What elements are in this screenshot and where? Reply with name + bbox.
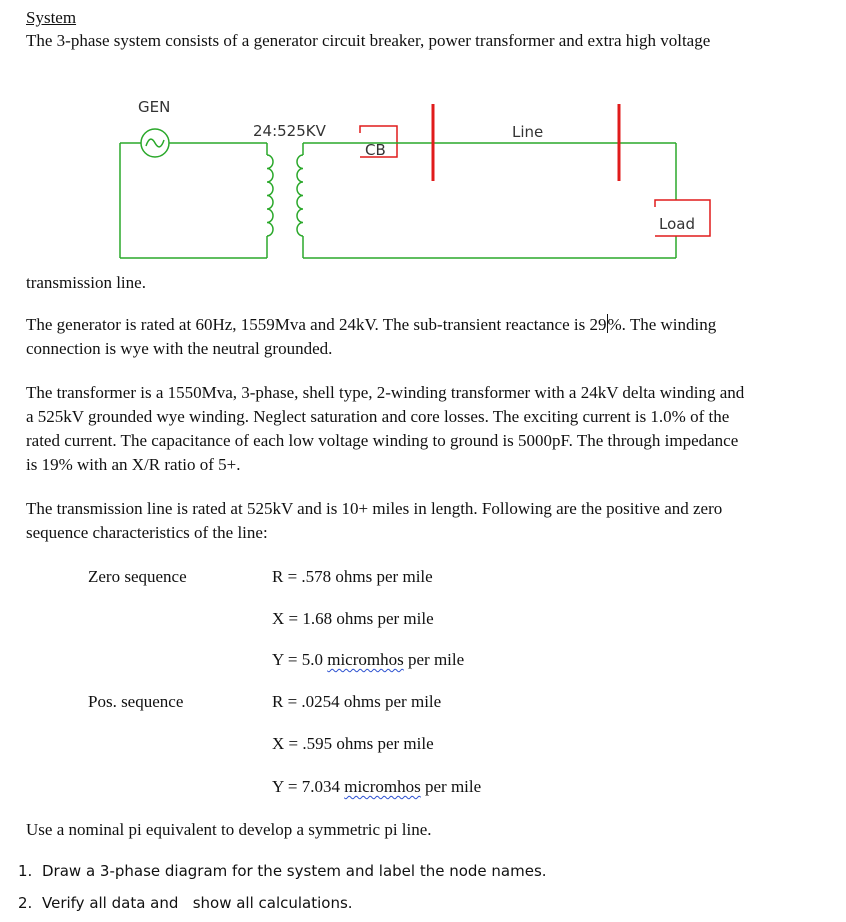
diagram-wires [120,143,676,258]
generator-symbol [141,129,169,157]
generator-line-1b: %. The winding [607,315,717,334]
pos-y-suffix: per mile [420,777,482,796]
transformer-line-3: rated current. The capacitance of each low voltage winding to ground is 5000pF. The through impedance [26,431,739,450]
pos-sequence-label: Pos. sequence [88,692,184,711]
line-text-1: The transmission line is rated at 525kV and is 10+ miles in length. Following are the positive and zero [26,499,723,518]
pos-y-value [272,775,481,799]
intro-continuation: transmission line. [26,273,146,292]
task-item-1 [18,862,547,880]
transformer-line-4: is 19% with an X/R ratio of 5+. [26,455,241,474]
zero-y-prefix: Y = 5.0 [272,650,328,669]
gen-label: GEN [138,98,171,116]
line-paragraph [26,497,722,545]
generator-line-1a: The generator is rated at 60Hz, 1559Mva and 24kV. The sub-transient reactance is 29 [26,315,607,334]
task-text: Verify all data and show all calculations. [42,894,353,912]
task-number: 1. [18,862,33,880]
line-label: Line [512,123,544,141]
pos-x-value: X = .595 ohms per mile [272,734,434,753]
transformer-secondary-coil [297,155,303,236]
zero-y-suffix: per mile [403,650,465,669]
task-text: Draw a 3-phase diagram for the system and label the node names. [42,862,547,880]
transformer-line-1: The transformer is a 1550Mva, 3-phase, shell type, 2-winding transformer with a 24kV delta winding and [26,383,745,402]
transformer-line-2: a 525kV grounded wye winding. Neglect saturation and core losses. The exciting current is 1.0% of the [26,407,730,426]
zero-x-value: X = 1.68 ohms per mile [272,609,434,628]
cb-label: CB [365,141,386,159]
task-item-2 [18,894,353,912]
zero-sequence-label: Zero sequence [88,567,187,586]
intro-text: The 3-phase system consists of a generator circuit breaker, power transformer and extra high voltage [26,31,711,50]
pos-r-value: R = .0254 ohms per mile [272,692,442,711]
zero-y-value [272,648,464,672]
pos-y-unit: micromhos [344,777,421,796]
transformer-paragraph [26,381,744,477]
instruction-text: Use a nominal pi equivalent to develop a symmetric pi line. [26,820,432,839]
load-label: Load [659,215,695,233]
pos-y-prefix: Y = 7.034 [272,777,345,796]
zero-y-unit: micromhos [327,650,404,669]
generator-line-2: connection is wye with the neutral grounded. [26,339,333,358]
one-line-diagram [0,0,846,270]
section-heading: System [26,8,77,27]
task-number: 2. [18,894,33,912]
transformer-primary-coil [267,155,273,236]
generator-paragraph [26,313,716,361]
line-text-2: sequence characteristics of the line: [26,523,268,542]
transformer-label: 24:525KV [253,122,326,140]
zero-r-value: R = .578 ohms per mile [272,567,433,586]
